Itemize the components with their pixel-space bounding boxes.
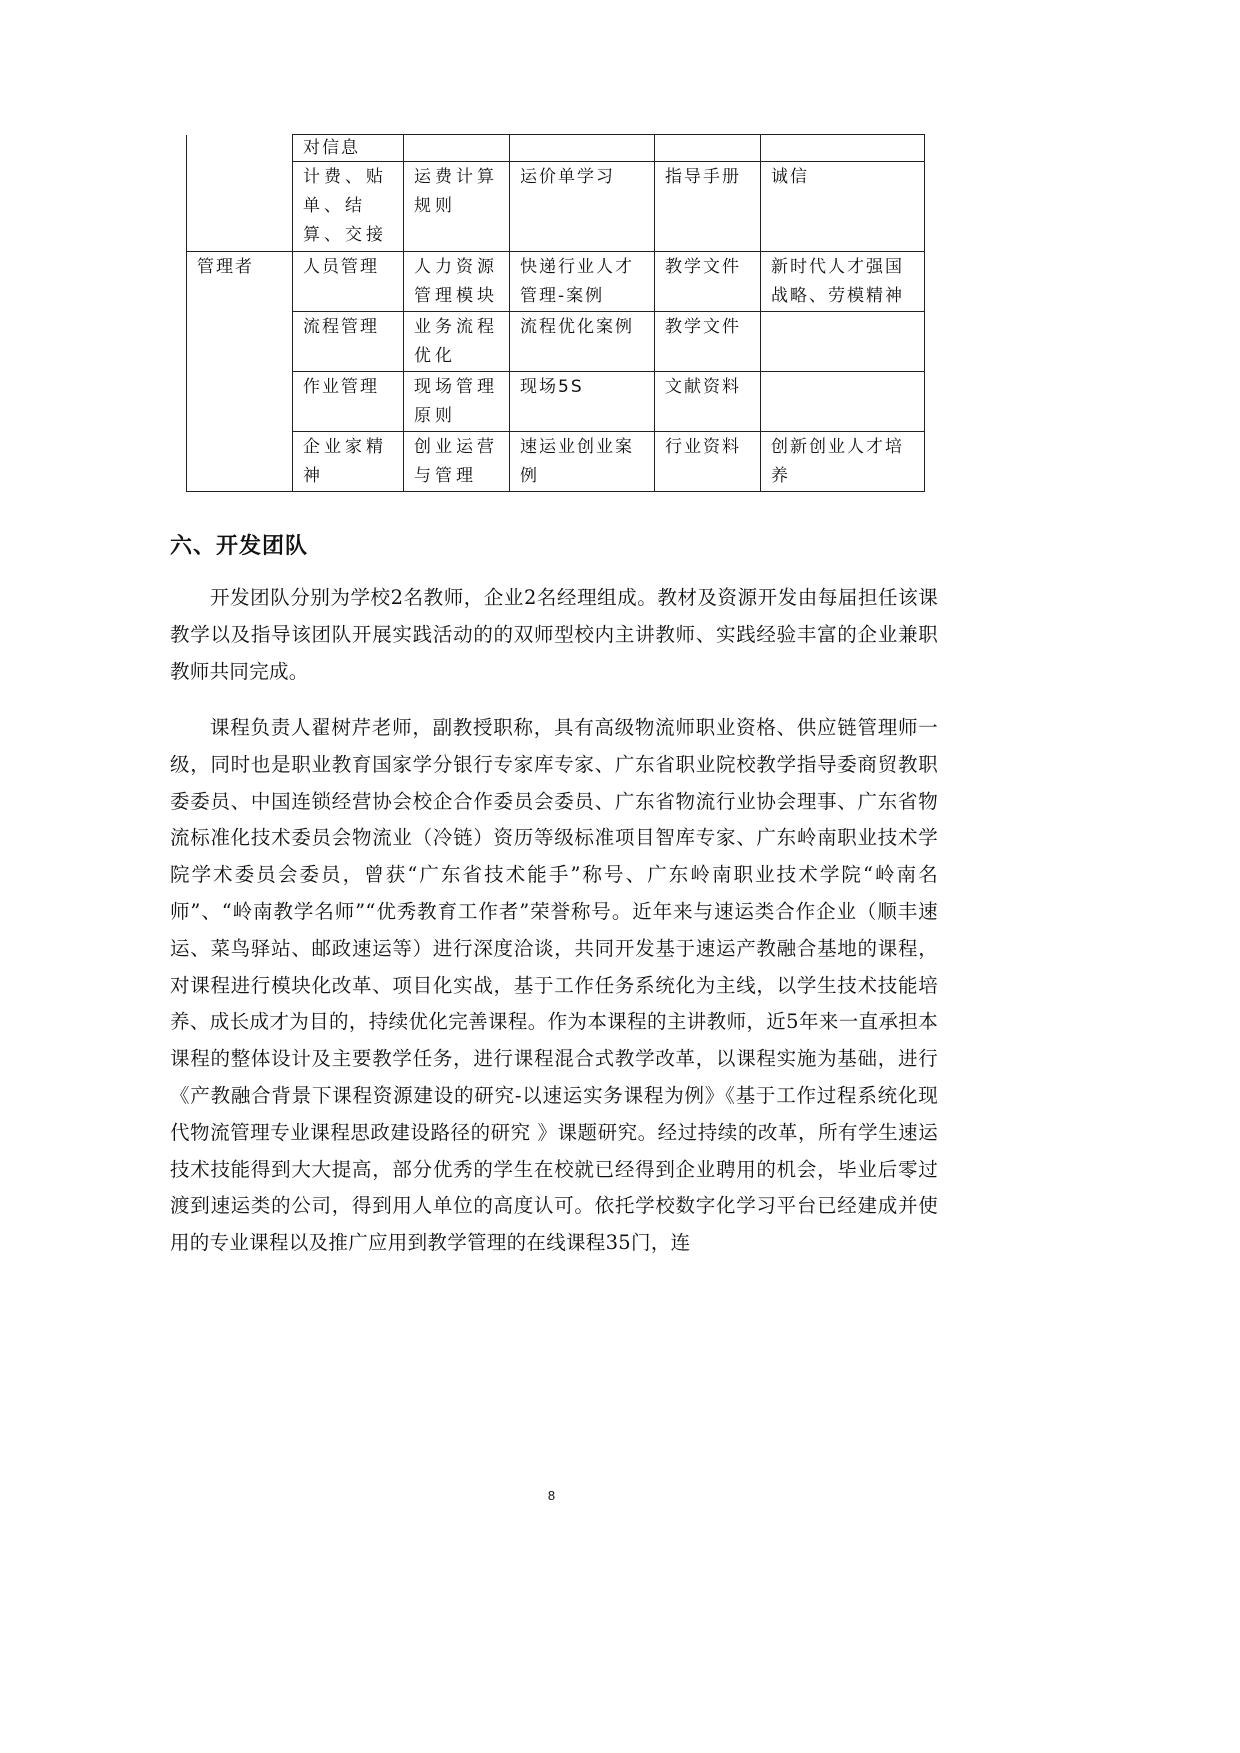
- table-cell: [510, 135, 655, 162]
- table-cell: [187, 312, 293, 372]
- table-cell: 现场5S: [510, 372, 655, 432]
- table-row: [187, 162, 925, 252]
- table-cell: [187, 432, 293, 492]
- table-cell: [761, 312, 925, 372]
- body-paragraph: 课程负责人翟树芹老师，副教授职称，具有高级物流师职业资格、供应链管理师一级，同时也是职业教育国家学分银行专家库专家、广东省职业院校教学指导委商贸教职委委员、中国连锁经营协会校企合作委员会委员、广东省物流行业协会理事、广东省物流标准化技术委员会物流业（冷链）资历等级标准项目智库专家、广东岭南职业技术学院学术委员会委员，曾获“广东省技术能手”称号、广东岭南职业技术学院“岭南名师”、“岭南教学名师”“优秀教育工作者”荣誉称号。近年来与速运类合作企业（顺丰速运、菜鸟驿站、邮政速运等）进行深度洽谈，共同开发基于速运产教融合基地的课程，对课程进行模块化改革、项目化实战，基于工作任务系统化为主线，以学生技术技能培养、成长成才为目的，持续优化完善课程。作为本课程的主讲教师，近5年来一直承担本课程的整体设计及主要教学任务，进行课程混合式教学改革，以课程实施为基础，进行《产教融合背景下课程资源建设的研究-以速运实务课程为例》《基于工作过程系统化现代物流管理专业课程思政建设路径的研究 》课题研究。经过持续的改革，所有学生速运技术技能得到大大提高，部分优秀的学生在校就已经得到企业聘用的机会，毕业后零过渡到速运类的公司，得到用人单位的高度认可。依托学校数字化学习平台已经建成并使用的专业课程以及推广应用到教学管理的在线课程35门，连: [170, 716, 938, 1255]
- table-row: [187, 135, 925, 162]
- table-cell: [187, 135, 293, 162]
- table-cell: 流程管理: [293, 312, 404, 372]
- table-cell: 计费、贴单、结算、交接: [293, 162, 404, 252]
- table-cell: [761, 372, 925, 432]
- table-cell: 新时代人才强国战略、劳模精神: [761, 252, 925, 312]
- table-cell: 作业管理: [293, 372, 404, 432]
- table-cell: 对信息: [293, 135, 404, 162]
- table-cell: 企业家精神: [293, 432, 404, 492]
- table-cell: [404, 135, 510, 162]
- table-cell: 现场管理原则: [404, 372, 510, 432]
- table-cell: [655, 135, 761, 162]
- table-cell: [761, 135, 925, 162]
- table-cell: 创新创业人才培养: [761, 432, 925, 492]
- section-heading: 六、开发团队: [170, 534, 309, 559]
- table-cell: 运价单学习: [510, 162, 655, 252]
- table-cell: 人力资源管理模块: [404, 252, 510, 312]
- table-cell: 文献资料: [655, 372, 761, 432]
- table-cell: 教学文件: [655, 252, 761, 312]
- table-cell: 业务流程优化: [404, 312, 510, 372]
- table-row: [187, 432, 925, 492]
- table-row: [187, 312, 925, 372]
- table-cell: 快递行业人才管理-案例: [510, 252, 655, 312]
- table-cell: [187, 372, 293, 432]
- table-cell: 人员管理: [293, 252, 404, 312]
- table-row: [187, 372, 925, 432]
- table-cell: 指导手册: [655, 162, 761, 252]
- table-cell: 教学文件: [655, 312, 761, 372]
- table-cell: 行业资料: [655, 432, 761, 492]
- table-cell: [187, 162, 293, 252]
- table-cell: 速运业创业案例: [510, 432, 655, 492]
- table-cell: 诚信: [761, 162, 925, 252]
- table-row: [187, 252, 925, 312]
- table-cell: 运费计算规则: [404, 162, 510, 252]
- table-cell: 流程优化案例: [510, 312, 655, 372]
- course-module-table: [186, 134, 925, 492]
- table-cell: 创业运营与管理: [404, 432, 510, 492]
- table-cell: 管理者: [187, 252, 293, 312]
- page-number: 8: [547, 1488, 556, 1503]
- body-paragraph: 开发团队分别为学校2名教师，企业2名经理组成。教材及资源开发由每届担任该课教学以及指导该团队开展实践活动的的双师型校内主讲教师、实践经验丰富的企业兼职教师共同完成。: [170, 586, 938, 683]
